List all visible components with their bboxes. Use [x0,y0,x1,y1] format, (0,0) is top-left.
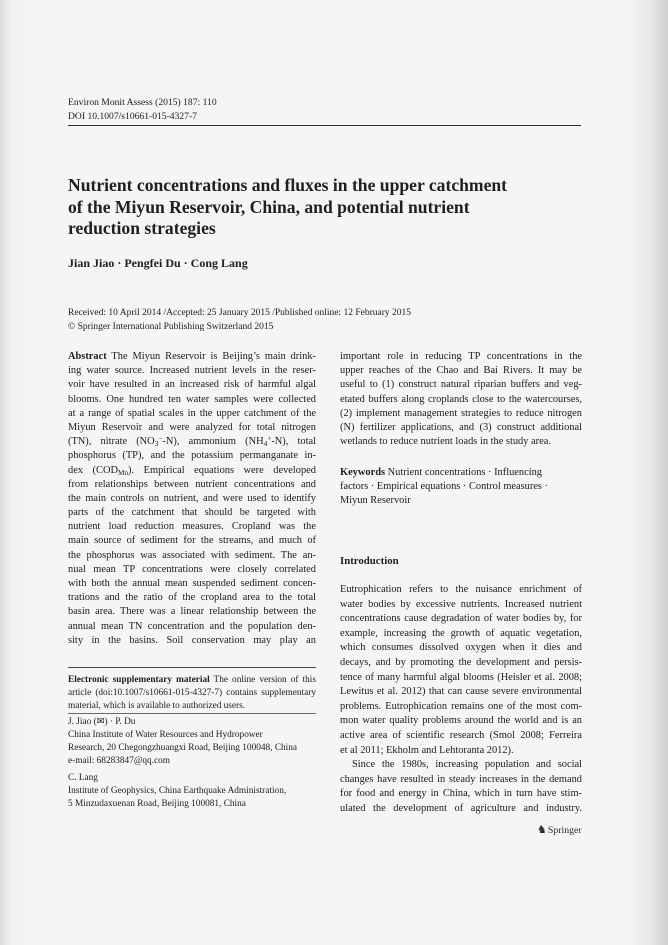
affiliation-line [68,798,316,811]
abstract-line [340,393,582,407]
abstract-line [68,464,316,478]
abstract-line [68,378,316,392]
abstract-line-subscript: 3 [154,440,159,449]
affiliation-line [68,772,316,785]
springer-logo-text: Springer [547,825,582,836]
introduction-line-text: water bodies by excessive nutrients. Increased nutrient [340,598,582,610]
introduction-line-text: changes have resulted in steady increases in the demand [340,773,582,785]
introduction-line [340,627,582,642]
article-title [68,175,628,240]
introduction-line-text: Eutrophication refers to the nuisance enrichment of [340,584,582,595]
esm-note-line-text: article (doi:10.1007/s10661-015-4327-7) contains supplementary [68,688,316,698]
abstract-line [68,449,316,463]
doi-line: DOI 10.1007/s10661-015-4327-7 [68,111,197,122]
abstract-line-text: -N), total [271,436,316,448]
abstract-line [68,605,316,619]
abstract-line [68,549,316,563]
affiliation-line-text: Institute of Geophysics, China Earthquake Administration, [68,785,287,796]
abstract-line-text: ing water source. Increased nutrient levels in the reser- [68,365,316,377]
abstract-line-text: the phosphorus was associated with sediment. The an- [68,549,316,561]
abstract-line-text: from relationships between nutrient concentrations and [68,478,316,490]
introduction-line [340,641,582,656]
esm-note-line [68,674,316,687]
abstract-line-text: upper reaches of the Chao and Bai Rivers. It may be [340,365,582,377]
journal-citation: Environ Monit Assess (2015) 187: 110 [68,97,217,108]
abstract [68,350,316,648]
abstract-line [68,506,316,520]
abstract-line-supscript: − [158,435,163,443]
copyright-line: © Springer International Publishing Switzerland 2015 [68,322,274,332]
abstract-line-subscript: 4 [263,440,268,449]
abstract-line-text: nutrient load reduction measures. Cropland was the [68,521,316,533]
footnote-rule [68,667,316,668]
abstract-line [340,407,582,421]
abstract-line-text: etated buffers along croplands close to the watercourses, [340,393,582,405]
introduction-line [340,787,582,802]
introduction-line [340,714,582,729]
abstract-line-text: ). Empirical equations were developed [128,464,316,476]
abstract-line-text: dex (COD [68,464,118,476]
introduction-paragraph-2 [340,758,582,816]
esm-note-line-bold-segment: Electronic supplementary material [68,675,210,685]
affiliation-line-text: C. Lang [68,772,98,783]
esm-note-line [68,700,316,713]
publication-dates: Received: 10 April 2014 /Accepted: 25 January 2015 /Published online: 12 February 2015 [68,308,411,318]
title-line-text: Nutrient concentrations and fluxes in the upper catchment [68,175,508,195]
abstract-line-text: basin area. There was a linear relationship between the [68,606,316,618]
introduction-line [340,802,582,817]
affiliation-line [68,755,316,768]
introduction-line [340,612,582,627]
abstract-line-text: annual mean TN concentration and the population den- [68,620,316,632]
introduction-line [340,700,582,715]
keywords-line [340,494,582,508]
affiliation-line-text: e-mail: 68283847@qq.com [68,755,171,766]
title-line [68,175,628,197]
abstract-line-text: at a range of spatial scales in the upper catchment of the [68,407,316,419]
introduction-line [340,729,582,744]
abstract-line-text: (TN), nitrate (NO [68,436,155,448]
abstract-line [68,577,316,591]
keywords-line-text: factors · Empirical equations · Control measures · [340,481,549,492]
introduction-line-text: decays, and by promoting the development and persis- [340,656,582,668]
abstract-line [68,407,316,421]
title-line-text: of the Miyun Reservoir, China, and potential nutrient [68,196,470,217]
abstract-line [340,364,582,378]
abstract-line-text: Miyun Reservoir and were analyzed for total nitrogen [68,421,316,433]
introduction-line-text: problems. Eutrophication remains one of the most com- [340,700,582,712]
esm-note-rule [68,713,316,714]
section-heading-introduction: Introduction [340,555,399,567]
abstract-line-text: main source of sediment for the streams, and much of [68,535,316,547]
abstract-line-text: -N), ammonium (NH [162,436,264,448]
keywords [340,466,582,508]
abstract-line-text: (2) implement management strategies to reduce nitrogen [340,407,582,419]
abstract-line [340,378,582,392]
abstract-line [68,478,316,492]
abstract-line [340,435,582,449]
affiliation-line [68,742,316,755]
affiliation-jiao-du [68,716,316,768]
affiliation-line-text: Research, 20 Chegongzhuangxi Road, Beijing 100048, China [68,742,298,753]
abstract-line [340,350,582,364]
introduction-line-text: which consumes dissolved oxygen when it dies and [340,642,582,654]
abstract-line-text: nual mean TP concentrations were closely correlated [68,563,316,575]
introduction-paragraph-1 [340,583,582,758]
introduction-line-text: mon water quality problems around the world and is an [340,715,582,727]
abstract-continued [340,350,582,449]
keywords-line-text: Miyun Reservoir [340,495,411,506]
introduction-line-text: Lewitus et al. 2012) that can cause severe environmental [340,686,582,698]
keywords-line [340,480,582,494]
introduction-line [340,656,582,671]
introduction-line [340,671,582,686]
abstract-line-text: (N) fertilizer applications, and (3) construct additional [340,421,582,433]
abstract-line-bold-segment: Abstract [68,351,107,362]
abstract-line [68,591,316,605]
abstract-line-text: the main controls on nutrient, and were used to identify [68,492,316,504]
affiliation-line [68,729,316,742]
title-line-text: reduction strategies [68,218,216,239]
abstract-line [68,520,316,534]
title-line [68,197,628,219]
introduction-line-text: example, increasing the growth of aquatic vegetation, [340,627,582,639]
title-line [68,218,628,240]
abstract-line-text: blooms. One hundred ten water samples were collected [68,393,316,405]
abstract-line [68,364,316,378]
abstract-line-text: parts of the catchment that should be targeted with [68,507,316,519]
introduction-line [340,583,582,598]
abstract-line-supscript: + [267,435,272,443]
affiliation-line-text: China Institute of Water Resources and Hydropower [68,729,263,740]
introduction-line-text: et al 2011; Ekholm and Lehtoranta 2012). [340,744,514,756]
abstract-line-subscript: Mn [117,468,129,477]
keywords-line-bold-segment: Keywords [340,467,386,478]
affiliation-line [68,785,316,798]
springer-knight-icon [537,825,548,836]
abstract-line [68,393,316,407]
introduction-line-text: Since the 1980s, increasing population and social [352,759,582,771]
introduction-line [340,598,582,613]
abstract-line-text: phosphorus (TP), and the potassium permanganate in- [68,450,316,462]
affiliation-line-text: 5 Minzudaxuenan Road, Beijing 100081, China [68,798,246,809]
introduction-line [340,744,582,759]
introduction-line-text: for food and energy in China, which in turn have stim- [340,788,582,800]
esm-note-line [68,687,316,700]
introduction-line [340,773,582,788]
abstract-line [68,563,316,577]
abstract-line [68,350,316,364]
abstract-line [68,534,316,548]
abstract-line [68,492,316,506]
introduction-line [340,685,582,700]
affiliation-line [68,716,316,729]
introduction-line-text: tence of many harmful algal blooms (Heisler et al. 2008; [340,671,582,683]
abstract-line [68,435,316,449]
abstract-line-text: voir have resulted in an increased risk of harmful algal [68,379,316,391]
author-list: Jian Jiao · Pengfei Du · Cong Lang [68,256,248,270]
affiliation-lang [68,772,316,811]
springer-logo [537,823,582,838]
abstract-line [68,620,316,634]
abstract-line [68,634,316,648]
esm-note-line-text: material, which is available to authorized users. [68,701,246,711]
abstract-line-text: important role in reducing TP concentrations in the [340,351,582,362]
introduction-line [340,758,582,773]
esm-note [68,674,316,713]
affiliation-line-text: J. Jiao (✉) · P. Du [68,716,136,727]
keywords-line-text: Nutrient concentrations · Influencing [385,467,542,478]
introduction-line-text: active area of scientific research (Smol 2008; Ferreira [340,729,582,741]
introduction-line-text: concentrations cause degradation of water bodies by, for [340,613,582,625]
header-rule [68,125,581,126]
abstract-line-text: The Miyun Reservoir is Beijing’s main drink- [106,351,316,362]
abstract-line-text: trations and the ratio of the cropland area to the total [68,592,316,604]
keywords-line [340,466,582,480]
abstract-line [68,421,316,435]
abstract-line-text: useful to (1) construct natural riparian buffers and veg- [340,379,582,391]
abstract-line-text: with both the annual mean suspended sediment concen- [68,578,316,589]
esm-note-line-text: The online version of this [209,675,316,685]
abstract-line-text: sity in the basins. Soil conservation may play an [68,634,316,646]
abstract-line-text: wetlands to reduce nutrient loads in the study area. [340,436,551,448]
abstract-line [340,421,582,435]
introduction-line-text: ulated the development of agriculture and industry. [340,802,582,814]
